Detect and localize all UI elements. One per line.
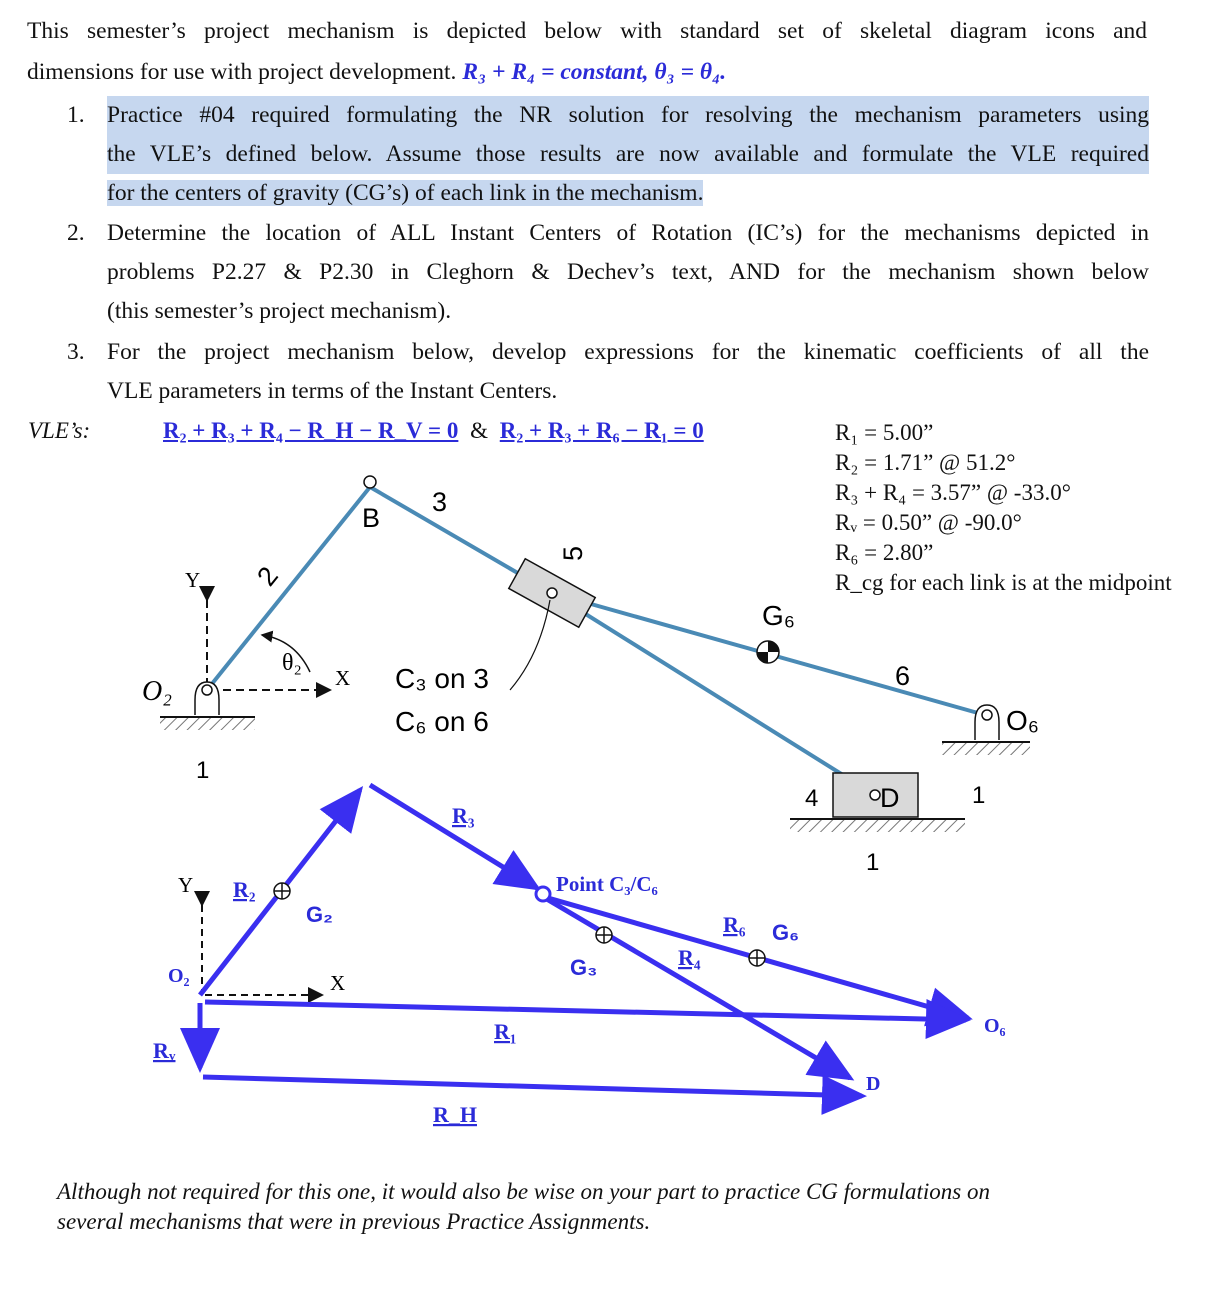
vle-ampersand: & — [470, 418, 488, 443]
parameter-r6: R₆ = 2.80” — [835, 540, 934, 565]
label-link-3: 3 — [432, 487, 448, 517]
label-g2: G₂ — [306, 902, 333, 927]
label-c6: C₆ on 6 — [395, 706, 489, 737]
label-g3: G₃ — [570, 955, 598, 980]
parameter-r2: R₂ = 1.71” @ 51.2° — [835, 450, 1016, 475]
g6-cg-symbol — [757, 641, 779, 663]
link-4 — [552, 593, 875, 795]
label-rh: R_H — [433, 1102, 477, 1127]
constraint-text: R₃ + R₄ = constant, θ₃ = θ₄. — [462, 59, 727, 85]
g6-vector-cg-symbol — [749, 950, 765, 966]
vle-equation-1: R₂ + R₃ + R₄ − R_H − R_V = 0 — [163, 418, 459, 443]
text-line: VLE parameters in terms of the Instant Centers. — [107, 378, 558, 404]
label-vector-x: X — [330, 971, 346, 995]
label-link-4: 4 — [805, 785, 819, 812]
label-ground-1a: 1 — [196, 757, 210, 784]
label-d: D — [880, 783, 900, 813]
footer-line-1: Although not required for this one, it would also be wise on your part to practice CG formulations on — [57, 1179, 990, 1204]
parameter-rcg: R_cg for each link is at the midpoint — [835, 570, 1172, 595]
label-vector-o6: O₆ — [984, 1015, 1006, 1037]
footer-note — [57, 1177, 1157, 1237]
list-number: 3. — [67, 339, 85, 365]
vector-rh — [203, 1077, 862, 1096]
text-line: problems P2.27 & P2.30 in Cleghorn & Dechev’s text, AND for the mechanism shown below — [107, 259, 1149, 285]
label-x: X — [335, 666, 351, 690]
intro-line-2-text: dimensions for use with project development. — [27, 59, 457, 85]
text-line: (this semester’s project mechanism). — [107, 298, 452, 324]
pin-b — [364, 476, 376, 488]
point-c3-c6 — [536, 887, 550, 901]
label-o6: O₆ — [1006, 705, 1040, 736]
callout-line — [510, 600, 550, 690]
highlighted-line: the VLE’s defined below. Assume those results are now available and formulate the VLE required — [107, 135, 1149, 174]
g3-cg-symbol — [596, 927, 612, 943]
label-vector-y: Y — [178, 873, 194, 897]
text-line: For the project mechanism below, develop expressions for the kinematic coefficients of all the — [107, 339, 1149, 365]
label-o2: O₂ — [142, 676, 172, 707]
label-vector-g6: G₆ — [772, 920, 800, 945]
vle-equation-2: R₂ + R₃ + R₆ − R₁ = 0 — [499, 418, 704, 443]
highlighted-line: for the centers of gravity (CG’s) of each link in the mechanism. — [107, 180, 704, 206]
label-ground-1c: 1 — [866, 849, 880, 876]
intro-line-1: This semester’s project mechanism is depicted below with standard set of skeletal diagram icons and — [27, 18, 1147, 44]
label-r3: R₃ — [452, 803, 475, 828]
label-c3: C₃ on 3 — [395, 663, 489, 694]
parameter-r1: R₁ = 5.00” — [835, 420, 934, 445]
text-line: Determine the location of ALL Instant Centers of Rotation (IC’s) for the mechanisms depicted in — [107, 220, 1149, 246]
label-r2: R₂ — [233, 877, 256, 902]
list-number: 1. — [67, 102, 85, 128]
label-ground-1b: 1 — [972, 782, 986, 809]
label-theta2: θ₂ — [282, 650, 302, 676]
parameter-r3-r4: R₃ + R₄ = 3.57” @ -33.0° — [835, 480, 1071, 505]
pin-c — [547, 588, 557, 598]
label-link-5: 5 — [558, 545, 588, 561]
highlighted-line: Practice #04 required formulating the NR solution for resolving the mechanism parameters using — [107, 96, 1149, 135]
parameter-rv: Rᵥ = 0.50” @ -90.0° — [835, 510, 1022, 535]
vector-r3 — [370, 785, 537, 888]
label-rv: Rᵥ — [153, 1038, 176, 1063]
label-y: Y — [185, 568, 201, 592]
vector-r1 — [205, 1002, 966, 1020]
label-vector-o2: O₂ — [168, 965, 190, 987]
label-b: B — [362, 503, 381, 533]
label-g6: G₆ — [762, 600, 796, 631]
label-r4: R₄ — [678, 945, 701, 970]
vle-label: VLE’s: — [28, 418, 91, 443]
label-link-2: 2 — [251, 561, 285, 592]
vector-r4 — [545, 898, 850, 1078]
g2-cg-symbol — [274, 883, 290, 899]
skeletal-diagram — [142, 476, 1039, 876]
label-vector-d: D — [866, 1073, 881, 1095]
label-r6: R₆ — [723, 912, 746, 937]
footer-line-2: several mechanisms that were in previous Practice Assignments. — [57, 1209, 651, 1234]
label-link-6: 6 — [895, 661, 911, 691]
vector-diagram — [153, 785, 1006, 1127]
label-point-c3-c6: Point C₃/C₆ — [556, 872, 658, 896]
list-number: 2. — [67, 220, 85, 246]
label-r1: R₁ — [494, 1019, 517, 1044]
